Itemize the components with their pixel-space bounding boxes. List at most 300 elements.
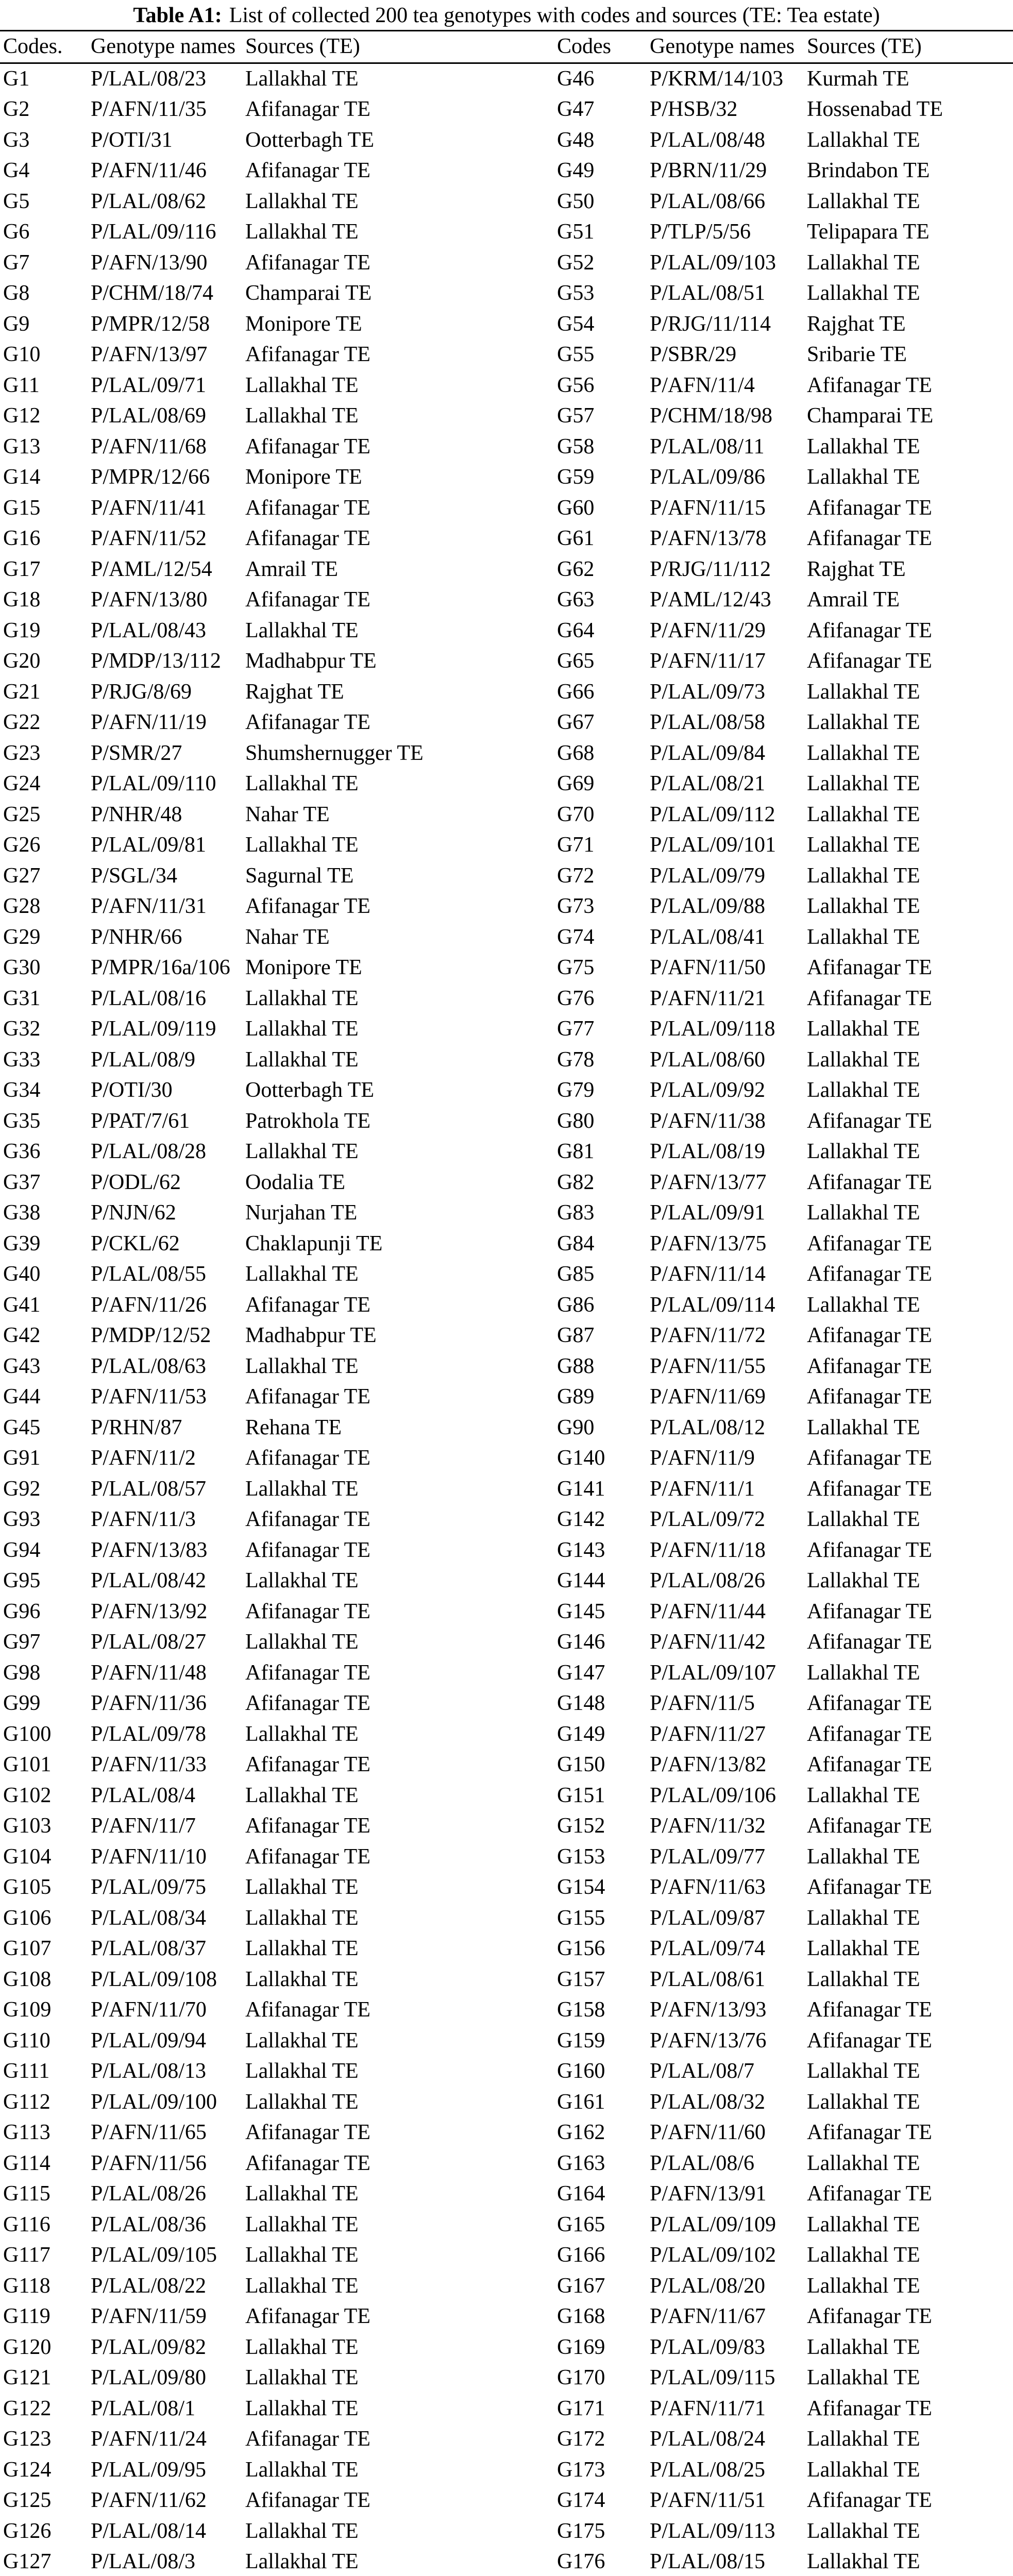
code-cell: G115 (3, 2182, 50, 2206)
code-cell: G62 (557, 557, 595, 581)
code-cell: G147 (557, 1660, 605, 1685)
code-cell: G57 (557, 404, 595, 428)
source-cell: Afifanagar TE (245, 710, 370, 734)
code-cell: G163 (557, 2151, 605, 2175)
source-cell: Afifanagar TE (245, 2121, 370, 2144)
genotype-cell: P/AFN/11/52 (91, 527, 207, 550)
genotype-cell: P/LAL/08/19 (650, 1140, 766, 1163)
header-genotype-left: Genotype names (91, 35, 236, 58)
table-row (0, 707, 1013, 738)
code-cell: G71 (557, 833, 595, 857)
genotype-cell: P/LAL/08/42 (91, 1569, 207, 1592)
caption-text: List of collected 200 tea genotypes with codes and sources (TE: Tea estate) (229, 4, 880, 27)
genotype-cell: P/LAL/09/74 (650, 1937, 766, 1960)
table-row (0, 1964, 1013, 1995)
source-cell: Afifanagar TE (245, 1385, 370, 1409)
table-row (0, 1106, 1013, 1137)
code-cell: G106 (3, 1906, 52, 1930)
code-cell: G29 (3, 925, 41, 949)
source-cell: Lallakhal TE (245, 2212, 359, 2236)
source-cell: Lallakhal TE (807, 465, 920, 489)
source-cell: Lallakhal TE (807, 1783, 920, 1807)
genotype-cell: P/CKL/62 (91, 1231, 180, 1256)
source-cell: Lallakhal TE (807, 2458, 920, 2482)
code-cell: G89 (557, 1385, 595, 1409)
code-cell: G47 (557, 97, 595, 121)
genotype-cell: P/LAL/08/26 (91, 2182, 207, 2206)
code-cell: G97 (3, 1630, 41, 1654)
genotype-cell: P/RJG/11/114 (650, 312, 771, 336)
code-cell: G123 (3, 2427, 52, 2451)
source-cell: Rehana TE (245, 1415, 342, 1439)
source-cell: Afifanagar TE (807, 649, 932, 673)
code-cell: G42 (3, 1324, 41, 1347)
code-cell: G82 (557, 1170, 595, 1194)
source-cell: Afifanagar TE (245, 1998, 370, 2022)
code-cell: G40 (3, 1262, 41, 1286)
genotype-cell: P/AFN/11/56 (91, 2151, 207, 2175)
genotype-cell: P/AFN/11/3 (91, 1507, 196, 1531)
source-cell: Afifanagar TE (807, 1722, 932, 1746)
genotype-cell: P/LAL/09/77 (650, 1844, 766, 1869)
caption-label: Table A1: (133, 4, 222, 27)
genotype-cell: P/AFN/11/36 (91, 1691, 207, 1715)
source-cell: Lallakhal TE (807, 680, 920, 704)
genotype-cell: P/AFN/11/24 (91, 2427, 207, 2451)
source-cell: Lallakhal TE (807, 281, 920, 305)
code-cell: G113 (3, 2121, 50, 2144)
genotype-cell: P/AFN/11/4 (650, 373, 755, 397)
code-cell: G91 (3, 1446, 41, 1470)
source-cell: Afifanagar TE (245, 250, 370, 275)
source-cell: Lallakhal TE (807, 894, 920, 918)
table-row (0, 984, 1013, 1014)
table-row (0, 2394, 1013, 2425)
source-cell: Lallakhal TE (245, 1783, 359, 1807)
code-cell: G8 (3, 281, 30, 305)
source-cell: Lallakhal TE (807, 2274, 920, 2298)
code-cell: G73 (557, 894, 595, 918)
source-cell: Lallakhal TE (245, 189, 359, 213)
code-cell: G152 (557, 1814, 605, 1838)
table-row (0, 953, 1013, 984)
code-cell: G120 (3, 2335, 52, 2359)
source-cell: Lallakhal TE (245, 618, 359, 642)
code-cell: G118 (3, 2274, 50, 2298)
source-cell: Lallakhal TE (807, 863, 920, 888)
table-row (0, 2148, 1013, 2179)
source-cell: Afifanagar TE (245, 496, 370, 520)
genotype-cell: P/AFN/11/44 (650, 1599, 766, 1623)
genotype-cell: P/LAL/09/105 (91, 2243, 217, 2267)
source-cell: Oodalia TE (245, 1170, 346, 1194)
code-cell: G34 (3, 1078, 41, 1102)
code-cell: G64 (557, 618, 595, 642)
genotype-cell: P/AFN/11/2 (91, 1446, 196, 1470)
table-row (0, 891, 1013, 922)
table-row (0, 1566, 1013, 1597)
genotype-cell: P/LAL/08/26 (650, 1569, 766, 1592)
genotype-cell: P/AFN/11/46 (91, 159, 207, 182)
genotype-cell: P/AFN/13/76 (650, 2028, 767, 2053)
table-row (0, 646, 1013, 677)
source-cell: Lallakhal TE (807, 2366, 920, 2389)
genotype-table (0, 31, 1013, 2576)
table-row (0, 1781, 1013, 1811)
table-row (0, 2332, 1013, 2363)
source-cell: Afifanagar TE (807, 1109, 932, 1133)
genotype-cell: P/AFN/11/14 (650, 1262, 766, 1286)
genotype-cell: P/LAL/08/58 (650, 710, 766, 734)
code-cell: G28 (3, 894, 41, 918)
source-cell: Afifanagar TE (807, 1262, 932, 1286)
source-cell: Afifanagar TE (807, 1385, 932, 1409)
table-row (0, 2026, 1013, 2057)
genotype-cell: P/MPR/12/58 (91, 312, 210, 336)
table-row (0, 585, 1013, 616)
genotype-cell: P/LAL/08/43 (91, 618, 207, 642)
code-cell: G27 (3, 863, 41, 888)
source-cell: Lallakhal TE (807, 2243, 920, 2267)
source-cell: Rajghat TE (245, 680, 344, 704)
table-row (0, 432, 1013, 463)
genotype-cell: P/LAL/08/12 (650, 1415, 766, 1439)
table-row (0, 125, 1013, 156)
genotype-cell: P/OTI/30 (91, 1078, 173, 1102)
genotype-cell: P/AFN/11/68 (91, 434, 207, 459)
code-cell: G117 (3, 2243, 50, 2267)
genotype-cell: P/LAL/08/34 (91, 1906, 207, 1930)
source-cell: Lallakhal TE (807, 2059, 920, 2083)
code-cell: G108 (3, 1967, 52, 1991)
code-cell: G39 (3, 1231, 41, 1256)
source-cell: Afifanagar TE (245, 2488, 370, 2512)
genotype-cell: P/SGL/34 (91, 863, 178, 888)
source-cell: Lallakhal TE (807, 2212, 920, 2236)
header-genotype-right: Genotype names (650, 35, 795, 58)
source-cell: Lallakhal TE (245, 1140, 359, 1163)
code-cell: G101 (3, 1753, 52, 1776)
source-cell: Lallakhal TE (807, 1201, 920, 1225)
code-cell: G127 (3, 2550, 52, 2573)
code-cell: G165 (557, 2212, 605, 2236)
code-cell: G63 (557, 588, 595, 612)
code-cell: G83 (557, 1201, 595, 1225)
source-cell: Lallakhal TE (245, 373, 359, 397)
table-row (0, 2056, 1013, 2087)
genotype-cell: P/TLP/5/56 (650, 220, 751, 244)
table-row (0, 2485, 1013, 2516)
genotype-cell: P/LAL/09/82 (91, 2335, 207, 2359)
table-row (0, 1842, 1013, 1873)
code-cell: G176 (557, 2550, 605, 2573)
code-cell: G145 (557, 1599, 605, 1623)
genotype-cell: P/LAL/09/81 (91, 833, 207, 857)
code-cell: G90 (557, 1415, 595, 1439)
genotype-cell: P/RJG/8/69 (91, 680, 192, 704)
genotype-cell: P/AFN/11/7 (91, 1814, 196, 1838)
genotype-cell: P/LAL/08/4 (91, 1783, 196, 1807)
code-cell: G146 (557, 1630, 605, 1654)
source-cell: Chaklapunji TE (245, 1231, 383, 1256)
table-caption (0, 1, 1013, 30)
genotype-cell: P/AFN/11/65 (91, 2121, 207, 2144)
source-cell: Lallakhal TE (807, 1937, 920, 1960)
code-cell: G154 (557, 1875, 605, 1899)
code-cell: G169 (557, 2335, 605, 2359)
source-cell: Lallakhal TE (807, 2090, 920, 2114)
source-cell: Afifanagar TE (245, 1660, 370, 1685)
source-cell: Afifanagar TE (807, 2028, 932, 2053)
code-cell: G60 (557, 496, 595, 520)
source-cell: Lallakhal TE (245, 833, 359, 857)
code-cell: G35 (3, 1109, 41, 1133)
source-cell: Afifanagar TE (245, 1844, 370, 1869)
table-row (0, 1229, 1013, 1260)
code-cell: G158 (557, 1998, 605, 2022)
code-cell: G157 (557, 1967, 605, 1991)
code-cell: G6 (3, 220, 30, 244)
table-row (0, 278, 1013, 309)
genotype-cell: P/LAL/09/94 (91, 2028, 207, 2053)
source-cell: Lallakhal TE (807, 772, 920, 795)
genotype-cell: P/LAL/09/75 (91, 1875, 207, 1899)
genotype-cell: P/LAL/08/3 (91, 2550, 196, 2573)
genotype-cell: P/LAL/08/63 (91, 1354, 207, 1378)
genotype-cell: P/LAL/08/23 (91, 66, 207, 91)
genotype-cell: P/AFN/11/27 (650, 1722, 766, 1746)
table-row (0, 1014, 1013, 1045)
code-cell: G59 (557, 465, 595, 489)
code-cell: G79 (557, 1078, 595, 1102)
table-row (0, 156, 1013, 187)
code-cell: G174 (557, 2488, 605, 2512)
table-row (0, 861, 1013, 892)
source-cell: Afifanagar TE (807, 1691, 932, 1715)
table-row (0, 2271, 1013, 2302)
code-cell: G102 (3, 1783, 52, 1807)
source-cell: Lallakhal TE (245, 1630, 359, 1654)
table-row (0, 2301, 1013, 2332)
genotype-cell: P/LAL/08/62 (91, 189, 207, 213)
code-cell: G46 (557, 66, 595, 91)
source-cell: Lallakhal TE (245, 986, 359, 1010)
genotype-cell: P/LAL/08/32 (650, 2090, 766, 2114)
source-cell: Afifanagar TE (245, 1293, 370, 1317)
source-cell: Afifanagar TE (245, 527, 370, 550)
genotype-cell: P/AFN/11/10 (91, 1844, 207, 1869)
code-cell: G41 (3, 1293, 41, 1317)
code-cell: G119 (3, 2304, 50, 2328)
genotype-cell: P/AFN/11/29 (650, 618, 766, 642)
table-row (0, 1320, 1013, 1351)
genotype-cell: P/AFN/11/21 (650, 986, 766, 1010)
code-cell: G172 (557, 2427, 605, 2451)
genotype-cell: P/LAL/09/107 (650, 1660, 776, 1685)
genotype-cell: P/LAL/08/15 (650, 2550, 766, 2573)
genotype-cell: P/AFN/11/15 (650, 496, 766, 520)
source-cell: Lallakhal TE (807, 1906, 920, 1930)
genotype-cell: P/NHR/48 (91, 802, 182, 826)
code-cell: G96 (3, 1599, 41, 1623)
code-cell: G18 (3, 588, 41, 612)
source-cell: Afifanagar TE (245, 2151, 370, 2175)
table-header (0, 31, 1013, 63)
source-cell: Afifanagar TE (807, 2182, 932, 2206)
source-cell: Lallakhal TE (807, 1569, 920, 1592)
source-cell: Rajghat TE (807, 557, 906, 581)
source-cell: Afifanagar TE (245, 2304, 370, 2328)
genotype-cell: P/MPR/16a/106 (91, 956, 230, 979)
genotype-cell: P/LAL/08/25 (650, 2458, 766, 2482)
code-cell: G10 (3, 343, 41, 366)
genotype-cell: P/LAL/09/101 (650, 833, 776, 857)
code-cell: G148 (557, 1691, 605, 1715)
table-row (0, 217, 1013, 248)
source-cell: Afifanagar TE (245, 1446, 370, 1470)
code-cell: G85 (557, 1262, 595, 1286)
source-cell: Hossenabad TE (807, 97, 943, 121)
code-cell: G88 (557, 1354, 595, 1378)
table-row (0, 1995, 1013, 2026)
source-cell: Patrokhola TE (245, 1109, 371, 1133)
source-cell: Afifanagar TE (807, 2488, 932, 2512)
code-cell: G98 (3, 1660, 41, 1685)
table-row (0, 1903, 1013, 1934)
table-row (0, 1504, 1013, 1535)
code-cell: G87 (557, 1324, 595, 1347)
code-cell: G164 (557, 2182, 605, 2206)
source-cell: Champarai TE (807, 404, 934, 428)
genotype-cell: P/LAL/09/100 (91, 2090, 217, 2114)
table-header-row (0, 31, 1013, 63)
code-cell: G65 (557, 649, 595, 673)
genotype-cell: P/NHR/66 (91, 925, 182, 949)
source-cell: Lallakhal TE (245, 2335, 359, 2359)
code-cell: G144 (557, 1569, 605, 1592)
source-cell: Afifanagar TE (807, 1814, 932, 1838)
genotype-cell: P/AFN/11/41 (91, 496, 207, 520)
genotype-cell: P/LAL/09/95 (91, 2458, 207, 2482)
code-cell: G5 (3, 189, 30, 213)
table-row (0, 340, 1013, 370)
code-cell: G155 (557, 1906, 605, 1930)
table-row (0, 677, 1013, 708)
genotype-cell: P/LAL/09/109 (650, 2212, 776, 2236)
genotype-cell: P/PAT/7/61 (91, 1109, 190, 1133)
source-cell: Afifanagar TE (807, 618, 932, 642)
code-cell: G141 (557, 1477, 605, 1501)
genotype-cell: P/LAL/08/37 (91, 1937, 207, 1960)
genotype-cell: P/AFN/13/75 (650, 1231, 767, 1256)
source-cell: Lallakhal TE (807, 802, 920, 826)
genotype-cell: P/LAL/09/110 (91, 772, 216, 795)
code-cell: G77 (557, 1017, 595, 1041)
code-cell: G107 (3, 1937, 52, 1960)
source-cell: Lallakhal TE (807, 1844, 920, 1869)
source-cell: Monipore TE (245, 956, 362, 979)
source-cell: Brindabon TE (807, 159, 930, 182)
code-cell: G32 (3, 1017, 41, 1041)
genotype-cell: P/LAL/09/108 (91, 1967, 217, 1991)
code-cell: G16 (3, 527, 41, 550)
code-cell: G56 (557, 373, 595, 397)
genotype-cell: P/LAL/08/48 (650, 128, 766, 152)
code-cell: G9 (3, 312, 30, 336)
table-row (0, 1443, 1013, 1474)
table-row (0, 248, 1013, 279)
code-cell: G53 (557, 281, 595, 305)
source-cell: Champarai TE (245, 281, 372, 305)
source-cell: Lallakhal TE (807, 2550, 920, 2573)
source-cell: Nahar TE (245, 925, 330, 949)
table-row (0, 1474, 1013, 1505)
source-cell: Afifanagar TE (245, 1691, 370, 1715)
source-cell: Afifanagar TE (245, 2427, 370, 2451)
genotype-cell: P/AFN/11/38 (650, 1109, 766, 1133)
code-cell: G1 (3, 66, 30, 91)
source-cell: Lallakhal TE (245, 1967, 359, 1991)
code-cell: G161 (557, 2090, 605, 2114)
source-cell: Ootterbagh TE (245, 128, 374, 152)
table-row (0, 1290, 1013, 1321)
code-cell: G151 (557, 1783, 605, 1807)
genotype-cell: P/LAL/09/92 (650, 1078, 766, 1102)
genotype-cell: P/HSB/32 (650, 97, 738, 121)
genotype-cell: P/LAL/08/28 (91, 1140, 207, 1163)
table-row (0, 554, 1013, 585)
code-cell: G142 (557, 1507, 605, 1531)
table-row (0, 1934, 1013, 1964)
source-cell: Lallakhal TE (807, 1660, 920, 1685)
genotype-cell: P/LAL/08/41 (650, 925, 766, 949)
source-cell: Lallakhal TE (807, 1140, 920, 1163)
source-cell: Lallakhal TE (807, 710, 920, 734)
source-cell: Afifanagar TE (807, 1998, 932, 2022)
source-cell: Sribarie TE (807, 343, 907, 366)
code-cell: G15 (3, 496, 41, 520)
code-cell: G124 (3, 2458, 52, 2482)
genotype-cell: P/LAL/08/24 (650, 2427, 766, 2451)
genotype-cell: P/LAL/08/16 (91, 986, 207, 1010)
genotype-cell: P/LAL/08/20 (650, 2274, 766, 2298)
genotype-cell: P/LAL/08/66 (650, 189, 766, 213)
code-cell: G80 (557, 1109, 595, 1133)
genotype-cell: P/AFN/11/9 (650, 1446, 755, 1470)
code-cell: G170 (557, 2366, 605, 2389)
genotype-cell: P/LAL/08/11 (650, 434, 765, 459)
genotype-cell: P/AML/12/43 (650, 588, 771, 612)
code-cell: G105 (3, 1875, 52, 1899)
genotype-cell: P/LAL/08/55 (91, 1262, 207, 1286)
code-cell: G49 (557, 159, 595, 182)
genotype-cell: P/ODL/62 (91, 1170, 181, 1194)
source-cell: Afifanagar TE (245, 159, 370, 182)
source-cell: Lallakhal TE (807, 2427, 920, 2451)
code-cell: G67 (557, 710, 595, 734)
table-row (0, 2117, 1013, 2148)
genotype-cell: P/AFN/11/42 (650, 1630, 766, 1654)
code-cell: G50 (557, 189, 595, 213)
genotype-cell: P/CHM/18/98 (650, 404, 773, 428)
code-cell: G149 (557, 1722, 605, 1746)
source-cell: Lallakhal TE (245, 2028, 359, 2053)
table-row (0, 1167, 1013, 1198)
table-row (0, 1627, 1013, 1658)
genotype-cell: P/LAL/08/69 (91, 404, 207, 428)
genotype-cell: P/AFN/11/35 (91, 97, 207, 121)
genotype-cell: P/LAL/09/118 (650, 1017, 775, 1041)
